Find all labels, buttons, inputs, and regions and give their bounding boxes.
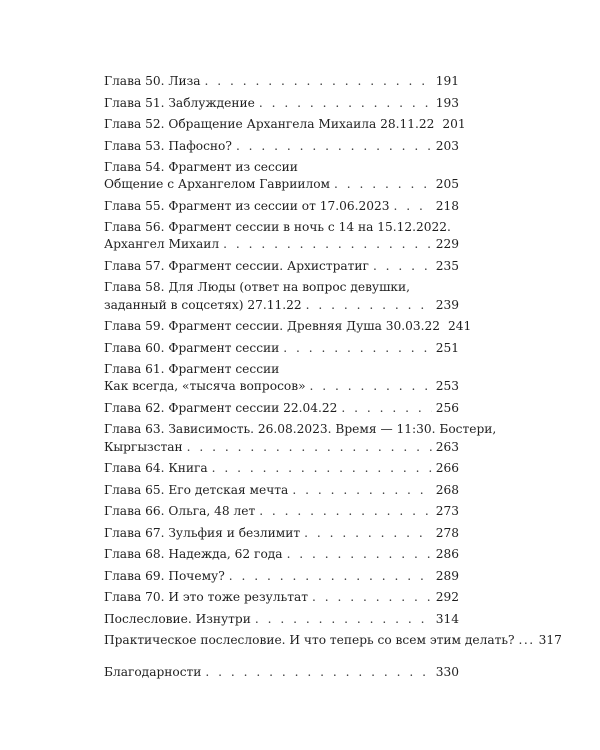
dot-leader [187, 439, 432, 456]
toc-entry-ch68[interactable] [104, 546, 459, 563]
page-number: 193 [435, 95, 459, 110]
toc-entry-ch51[interactable] [104, 95, 459, 112]
toc-entry-ch62[interactable] [104, 400, 459, 417]
page-number: 235 [435, 258, 459, 273]
toc-entry-ch56[interactable] [104, 219, 459, 253]
toc-entry-ch53[interactable] [104, 138, 459, 155]
toc-entry-acknowledgements[interactable] [104, 664, 459, 681]
dot-leader [310, 378, 432, 395]
dot-leader [259, 503, 432, 520]
spacer [104, 654, 459, 664]
page-number: 203 [435, 138, 459, 153]
dot-leader [212, 460, 432, 477]
entry-title: Глава 52. Обращение Архангела Михаила 28.11.22 [104, 117, 435, 131]
toc-entry-ch57[interactable] [104, 258, 459, 275]
dot-leader [292, 482, 431, 499]
entry-title: Глава 65. Его детская мечта [104, 482, 289, 497]
toc-entry-ch55[interactable] [104, 198, 459, 215]
entry-title: Глава 50. Лиза [104, 74, 201, 88]
toc-entry-ch67[interactable] [104, 525, 459, 542]
entry-title-line1: Глава 56. Фрагмент сессии в ночь с 14 на 15.12.2022. [104, 220, 451, 235]
toc-entry-ch54[interactable] [104, 159, 459, 193]
page-number: 239 [435, 297, 459, 312]
toc-entry-ch69[interactable] [104, 568, 459, 585]
page-number: 330 [435, 664, 459, 679]
entry-title: Глава 59. Фрагмент сессии. Древняя Душа 30.03.22 [104, 319, 441, 334]
dot-leader [341, 400, 431, 417]
page-number: 289 [435, 568, 459, 583]
dot-leader [283, 340, 431, 357]
entry-title: Глава 68. Надежда, 62 года [104, 547, 283, 562]
entry-title: Послесловие. Изнутри [104, 611, 251, 626]
dot-leader [205, 664, 431, 681]
toc-entry-ch58[interactable] [104, 279, 459, 313]
toc-entry-ch59[interactable] [104, 318, 472, 335]
entry-title: Как всегда, «тысяча вопросов» [104, 379, 306, 394]
toc-entry-ch70[interactable] [104, 589, 459, 606]
dot-leader [287, 546, 432, 563]
dot-leader [312, 589, 432, 606]
toc-entry-ch66[interactable] [104, 503, 459, 520]
page-number: 268 [435, 482, 459, 497]
entry-title: Архангел Михаил [104, 237, 220, 252]
page-number: 191 [435, 74, 459, 88]
toc-entry-ch50[interactable] [104, 73, 459, 90]
page-number: 256 [435, 400, 459, 415]
dot-leader [394, 198, 432, 215]
dot-leader-short: ... [518, 633, 535, 648]
page-number: 229 [435, 237, 459, 252]
dot-leader [373, 258, 432, 275]
entry-title: Глава 62. Фрагмент сессии 22.04.22 [104, 400, 338, 415]
entry-title-line1: Глава 54. Фрагмент из сессии [104, 160, 298, 174]
page-number: 278 [435, 525, 459, 540]
toc-entry-afterword[interactable] [104, 611, 459, 628]
entry-title: Благодарности [104, 664, 202, 679]
toc-entry-practical-afterword[interactable] [104, 632, 562, 649]
dot-leader [334, 176, 432, 193]
toc-entry-ch61[interactable] [104, 361, 459, 395]
entry-title-line1: Глава 58. Для Люды (ответ на вопрос девушки, [104, 280, 411, 295]
dot-leader [304, 525, 432, 542]
table-of-contents [104, 73, 562, 685]
entry-title: Глава 70. И это тоже результат [104, 590, 308, 605]
dot-leader [255, 611, 432, 628]
entry-title-line1: Глава 61. Фрагмент сессии [104, 362, 280, 377]
entry-title: Глава 60. Фрагмент сессии [104, 340, 280, 355]
toc-entry-ch63[interactable] [104, 421, 497, 455]
page-number: 253 [435, 379, 459, 394]
page-number: 273 [435, 504, 459, 519]
entry-title: Глава 53. Пафосно? [104, 138, 232, 153]
page-number: 251 [435, 340, 459, 355]
toc-entry-ch52[interactable] [104, 116, 466, 133]
toc-entry-ch64[interactable] [104, 460, 459, 477]
page-number: 218 [435, 198, 459, 213]
page-number: 263 [435, 439, 459, 454]
entry-title: Кыргызстан [104, 439, 183, 454]
entry-title: Практическое послесловие. И что теперь со всем этим делать? [104, 633, 515, 648]
entry-title: Глава 69. Почему? [104, 568, 225, 583]
entry-title: Глава 67. Зульфия и безлимит [104, 525, 301, 540]
entry-title: Глава 51. Заблуждение [104, 95, 255, 110]
entry-title: Общение с Архангелом Гавриилом [104, 177, 331, 192]
entry-title: Глава 64. Книга [104, 461, 208, 476]
entry-title: Глава 55. Фрагмент из сессии от 17.06.2023 [104, 198, 390, 213]
dot-leader [306, 297, 432, 314]
entry-title-line1: Глава 63. Зависимость. 26.08.2023. Время — 11:30. Бостери, [104, 422, 497, 437]
dot-leader [229, 568, 432, 585]
toc-entry-ch65[interactable] [104, 482, 459, 499]
entry-title: заданный в соцсетях) 27.11.22 [104, 297, 302, 312]
page-number: 201 [442, 117, 466, 131]
dot-leader [236, 138, 432, 155]
dot-leader [205, 73, 432, 90]
page-number: 266 [435, 461, 459, 476]
dot-leader [259, 95, 432, 112]
dot-leader [223, 236, 432, 253]
toc-entry-ch60[interactable] [104, 340, 459, 357]
page-number: 292 [435, 590, 459, 605]
page-number: 286 [435, 547, 459, 562]
entry-title: Глава 66. Ольга, 48 лет [104, 504, 256, 519]
entry-title: Глава 57. Фрагмент сессии. Архистратиг [104, 258, 369, 273]
page-number: 314 [435, 611, 459, 626]
page-number: 205 [435, 177, 459, 192]
page-number: 241 [448, 319, 472, 334]
page-number: 317 [538, 633, 562, 648]
